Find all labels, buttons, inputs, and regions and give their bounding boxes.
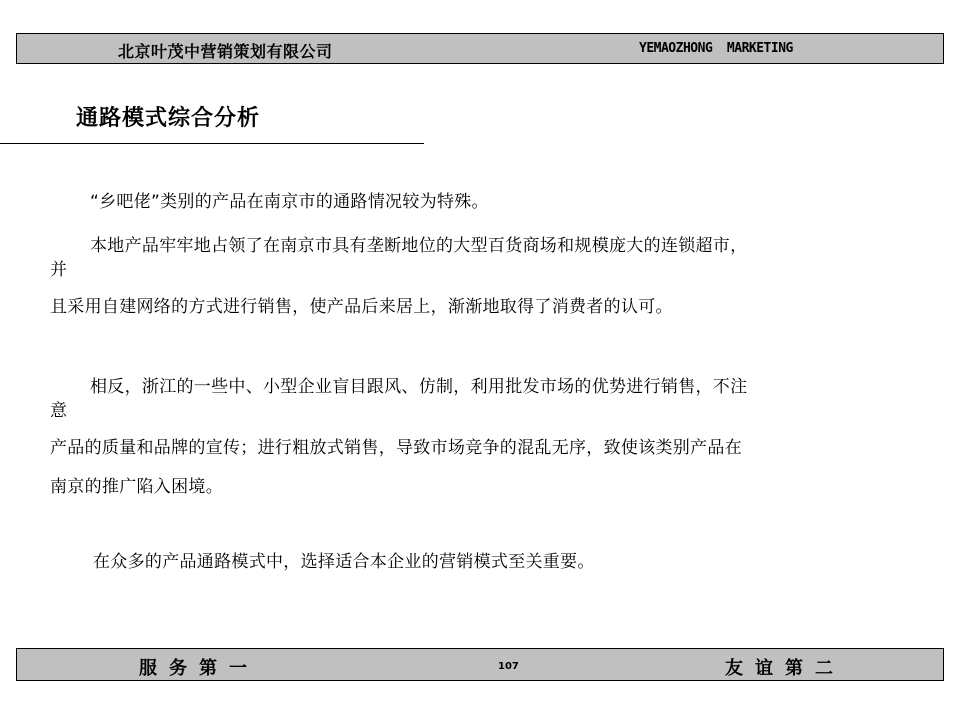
footer-bar	[16, 648, 944, 681]
page-number: 107	[498, 661, 519, 672]
company-name: 北京叶茂中营销策划有限公司	[118, 42, 333, 61]
body-line-4: 且采用自建网络的方式进行销售，使产品后来居上，渐渐地取得了消费者的认可。	[50, 297, 673, 317]
body-line-7: 产品的质量和品牌的宣传；进行粗放式销售，导致市场竞争的混乱无序，致使该类别产品在	[50, 438, 742, 458]
body-line-2: 本地产品牢牢地占领了在南京市具有垄断地位的大型百货商场和规模庞大的连锁超市，	[90, 236, 748, 256]
footer-left-motto: 服务第一	[139, 658, 259, 679]
body-line-9: 在众多的产品通路模式中，选择适合本企业的营销模式至关重要。	[93, 552, 595, 572]
body-line-5: 相反，浙江的一些中、小型企业盲目跟风、仿制，利用批发市场的优势进行销售，不注	[90, 377, 748, 397]
body-line-8: 南京的推广陷入困境。	[50, 477, 223, 497]
body-line-6: 意	[50, 401, 68, 421]
page-title: 通路模式综合分析	[76, 106, 261, 131]
header-bar	[16, 33, 944, 64]
body-line-1: “乡吧佬”类别的产品在南京市的通路情况较为特殊。	[90, 192, 489, 212]
marketing-label: YEMAOZHONG MARKETING	[639, 41, 793, 56]
footer-right-motto: 友谊第二	[725, 658, 845, 679]
body-line-3: 并	[50, 260, 68, 280]
title-underline	[0, 143, 424, 144]
